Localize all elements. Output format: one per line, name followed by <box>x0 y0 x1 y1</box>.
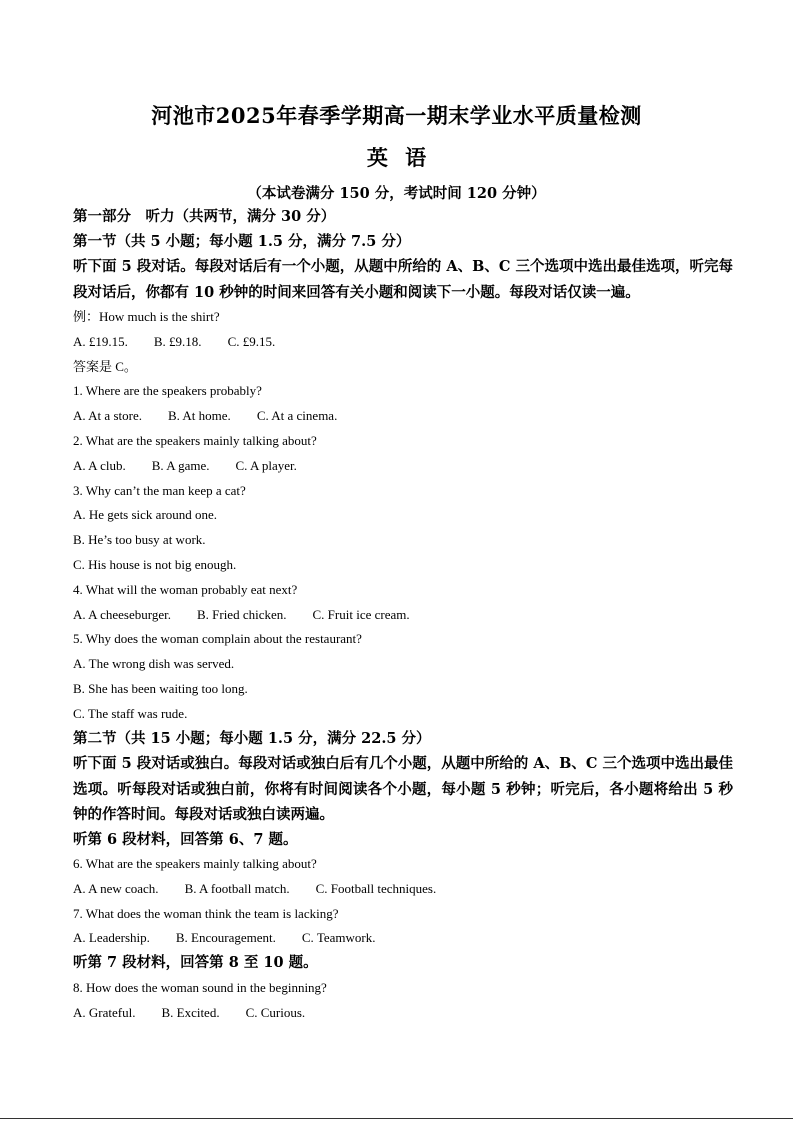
section-heading: 第一节（共 5 小题；每小题 1.5 分，满分 7.5 分） <box>73 232 411 250</box>
option-b: B. Fried chicken. <box>196 606 287 622</box>
question-1-options <box>73 404 733 429</box>
material-heading: 听第 6 段材料，回答第 6、7 题。 <box>73 830 298 848</box>
option-b: B. A game. <box>151 457 210 473</box>
example-answer: 答案是 C。 <box>73 358 137 374</box>
question-4: 4. What will the woman probably eat next? <box>73 581 298 597</box>
option-b: B. £9.18. <box>153 333 202 349</box>
question-3-option-c: C. His house is not big enough. <box>73 556 237 572</box>
material-heading: 听第 7 段材料，回答第 8 至 10 题。 <box>73 954 318 972</box>
question-7: 7. What does the woman think the team is lacking? <box>73 905 339 921</box>
question-8: 8. How does the woman sound in the beginning? <box>73 979 327 995</box>
question-5-option-b: B. She has been waiting too long. <box>73 680 248 696</box>
exam-content <box>73 205 733 1025</box>
question-6: 6. What are the speakers mainly talking about? <box>73 856 317 872</box>
option-a: A. A cheeseburger. <box>73 606 171 622</box>
part-heading: 第一部分 听力（共两节，满分 30 分） <box>73 208 336 225</box>
option-c: C. £9.15. <box>227 333 276 349</box>
question-2: 2. What are the speakers mainly talking about? <box>73 432 317 448</box>
option-a: A. Leadership. <box>73 930 150 946</box>
option-a: A. At a store. <box>73 408 142 424</box>
subject-title: 英 语 <box>366 145 427 170</box>
question-2-options <box>73 454 733 479</box>
option-b: B. Encouragement. <box>175 930 276 946</box>
question-8-options <box>73 1001 733 1026</box>
exam-title: 河池市2025年春季学期高一期末学业水平质量检测 <box>151 103 642 128</box>
option-c: C. Teamwork. <box>301 930 376 946</box>
option-a: A. A club. <box>73 457 126 473</box>
option-a: A. £19.15. <box>73 333 128 349</box>
option-c: C. Curious. <box>245 1004 306 1020</box>
option-a: A. Grateful. <box>73 1004 136 1020</box>
section-heading: 第二节（共 15 小题；每小题 1.5 分，满分 22.5 分） <box>73 729 431 747</box>
section-instructions: 听下面 5 段对话。每段对话后有一个小题，从题中所给的 A、B、C 三个选项中选出最佳选项，听完每段对话后，你都有 10 秒钟的时间来回答有关小题和阅读下一小题。每段对话仅读一遍。 <box>73 258 733 301</box>
option-c: C. At a cinema. <box>256 408 338 424</box>
question-4-options <box>73 603 733 628</box>
option-b: B. Excited. <box>161 1004 220 1020</box>
option-c: C. Fruit ice cream. <box>312 606 410 622</box>
example-options <box>73 330 733 355</box>
question-6-options <box>73 877 733 902</box>
exam-note: （本试卷满分 150 分，考试时间 120 分钟） <box>247 185 546 202</box>
question-3-option-b: B. He’s too busy at work. <box>73 532 206 548</box>
option-c: C. A player. <box>235 457 297 473</box>
example-question: 例：How much is the shirt? <box>73 309 220 324</box>
question-1: 1. Where are the speakers probably? <box>73 383 262 399</box>
option-c: C. Football techniques. <box>315 880 437 896</box>
question-3: 3. Why can’t the man keep a cat? <box>73 482 246 498</box>
question-3-option-a: A. He gets sick around one. <box>73 507 218 523</box>
question-5-option-a: A. The wrong dish was served. <box>73 656 235 672</box>
question-5-option-c: C. The staff was rude. <box>73 705 188 721</box>
section-instructions: 听下面 5 段对话或独白。每段对话或独白后有几个小题，从题中所给的 A、B、C 三个选项中选出最佳选项。听每段对话或独白前，你将有时间阅读各个小题，每小题 5 秒钟；听完后，各小题将给出 5 秒钟的作答时间。每段对话或独白读两遍。 <box>73 755 733 824</box>
question-7-options <box>73 926 733 951</box>
question-5: 5. Why does the woman complain about the restaurant? <box>73 631 362 647</box>
page-bottom-divider <box>0 1118 793 1119</box>
option-a: A. A new coach. <box>73 880 159 896</box>
option-b: B. A football match. <box>184 880 290 896</box>
option-b: B. At home. <box>167 408 231 424</box>
